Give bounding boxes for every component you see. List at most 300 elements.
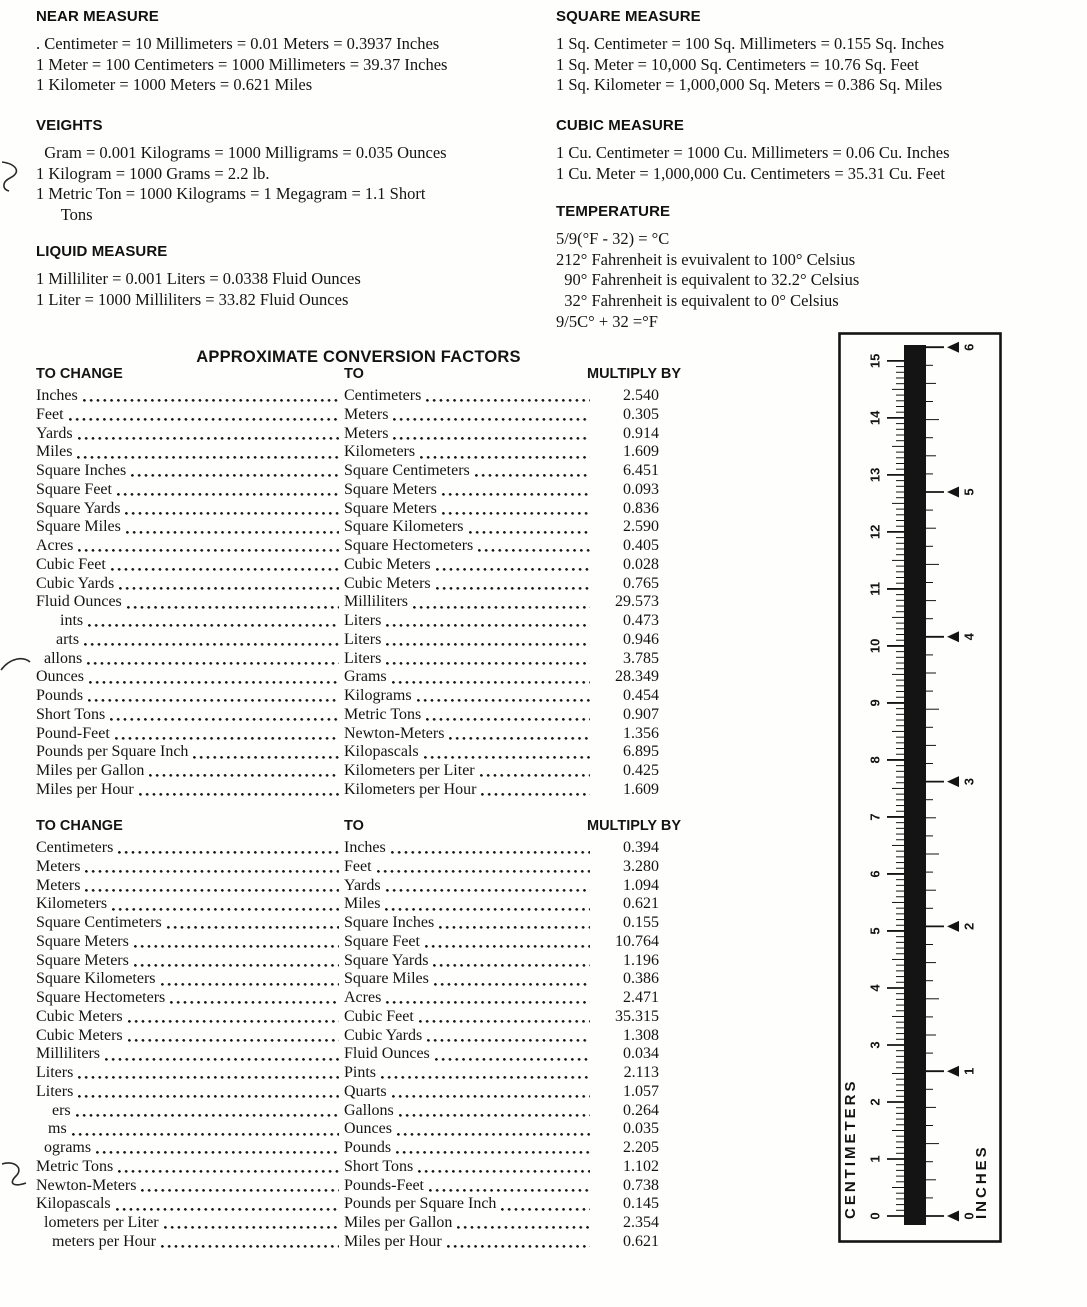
from-unit: Cubic Feet <box>36 555 106 573</box>
dot-leader <box>496 1195 595 1214</box>
from-unit: Newton-Meters <box>36 1176 137 1194</box>
from-unit: Square Centimeters <box>36 914 162 931</box>
conversion-row <box>36 1177 659 1196</box>
to-unit: Meters <box>344 424 389 442</box>
from-unit: arts <box>36 630 80 648</box>
from-unit: ers <box>36 1101 71 1119</box>
to-unit: Metric Tons <box>344 705 422 723</box>
dot-leader <box>159 1214 344 1233</box>
svg-text:8: 8 <box>867 756 883 764</box>
dot-leader <box>78 387 344 406</box>
to-unit: Centimeters <box>344 387 422 404</box>
conversion-table-metric-to-us <box>36 818 681 1252</box>
text-line: 90° Fahrenheit is equivalent to 32.2° Celsius <box>556 270 860 290</box>
to-unit: Pounds <box>344 1139 392 1156</box>
svg-text:14: 14 <box>867 410 883 426</box>
conversion-row <box>36 443 659 462</box>
dot-leader <box>156 970 344 989</box>
dot-leader <box>376 1064 595 1083</box>
dot-leader <box>381 650 595 669</box>
svg-text:10: 10 <box>867 638 883 654</box>
text-line: 1 Liter = 1000 Milliliters = 33.82 Fluid Ounces <box>36 289 349 309</box>
col-header-multiply-by: MULTIPLY BY <box>587 366 681 382</box>
dot-leader <box>71 1102 344 1121</box>
from-unit: Square Hectometers <box>36 989 166 1006</box>
conversion-row <box>36 668 659 687</box>
from-unit: Liters <box>36 1082 74 1100</box>
from-unit: Kilometers <box>36 895 108 913</box>
svg-text:1: 1 <box>961 1067 977 1075</box>
dot-leader <box>419 743 595 762</box>
dot-leader <box>72 443 344 462</box>
svg-text:13: 13 <box>867 467 883 483</box>
dot-leader <box>434 914 595 933</box>
from-unit: Square Inches <box>36 462 127 479</box>
multiply-factor: 3.785 <box>623 649 659 667</box>
dot-leader <box>107 895 344 914</box>
liquid-measure-lines <box>36 269 544 310</box>
dot-leader <box>387 1083 595 1102</box>
to-unit: Square Centimeters <box>344 462 470 479</box>
to-unit: Cubic Feet <box>344 1007 414 1025</box>
conversion-row <box>36 914 659 933</box>
dot-leader <box>105 706 344 725</box>
conversion-row <box>36 933 659 952</box>
to-unit: Yards <box>344 876 381 894</box>
from-unit: Square Miles <box>36 518 121 536</box>
conversion-row <box>36 1064 659 1083</box>
conversion-row <box>36 687 659 706</box>
svg-text:0: 0 <box>961 1212 977 1220</box>
dot-leader <box>123 1008 344 1027</box>
section-title-square-measure: SQUARE MEASURE <box>556 8 701 25</box>
from-unit: meters per Hour <box>36 1232 156 1250</box>
section-liquid-measure <box>36 243 544 310</box>
dot-leader <box>64 406 344 425</box>
conversion-row <box>36 858 659 877</box>
dot-leader <box>73 537 344 556</box>
col-header-to-change: TO CHANGE <box>36 818 123 834</box>
dot-leader <box>386 839 595 858</box>
dot-leader <box>73 1064 344 1083</box>
text-line: Gram = 0.001 Kilograms = 1000 Milligrams = 0.035 Ounces <box>36 143 447 162</box>
dot-leader <box>381 877 595 896</box>
dot-leader <box>83 612 344 631</box>
to-unit: Pounds per Square Inch <box>344 1195 497 1213</box>
text-line: 212° Fahrenheit is evuivalent to 100° Celsius <box>556 249 856 269</box>
multiply-factor: 2.113 <box>623 1064 659 1081</box>
dot-leader <box>420 933 595 952</box>
svg-text:2: 2 <box>867 1098 883 1106</box>
dot-leader <box>391 1139 595 1158</box>
from-unit: Pounds per Square Inch <box>36 743 189 761</box>
from-unit: Meters <box>36 876 81 894</box>
svg-text:3: 3 <box>867 1041 883 1049</box>
to-unit: Square Meters <box>344 480 437 498</box>
to-unit: Square Feet <box>344 932 420 950</box>
dot-leader <box>110 725 344 744</box>
multiply-factor: 1.609 <box>623 443 659 461</box>
conversion-row <box>36 1083 659 1102</box>
from-unit: Meters <box>36 857 81 875</box>
svg-text:6: 6 <box>867 870 883 878</box>
multiply-factor: 6.895 <box>623 743 659 761</box>
dot-leader <box>442 1233 595 1252</box>
dot-leader <box>452 1214 595 1233</box>
multiply-factor: 0.034 <box>623 1045 659 1063</box>
dot-leader <box>79 631 344 650</box>
conversion-row <box>36 1120 659 1139</box>
dot-leader <box>464 518 595 537</box>
multiply-factor: 1.609 <box>623 780 659 798</box>
to-unit: Kilometers per Hour <box>344 780 477 798</box>
svg-text:4: 4 <box>961 633 977 641</box>
section-title-weights: VEIGHTS <box>36 117 103 134</box>
col-header-multiply-by: MULTIPLY BY <box>587 818 681 834</box>
text-line: 1 Sq. Kilometer = 1,000,000 Sq. Meters = 0.386 Sq. Miles <box>556 75 943 95</box>
to-unit: Kilometers per Liter <box>344 762 475 779</box>
conversion-row <box>36 500 659 519</box>
from-unit: Fluid Ounces <box>36 593 122 611</box>
dot-leader <box>431 556 595 575</box>
table-body <box>36 387 659 800</box>
multiply-factor: 0.035 <box>623 1120 659 1138</box>
dot-leader <box>473 537 595 556</box>
multiply-factor: 2.540 <box>623 387 659 404</box>
to-unit: Kilopascals <box>344 743 419 761</box>
section-title-temperature: TEMPERATURE <box>556 203 671 220</box>
dot-leader <box>84 668 344 687</box>
from-unit: Cubic Meters <box>36 1007 123 1025</box>
text-line: 1 Milliliter = 0.001 Liters = 0.0338 Fluid Ounces <box>36 269 361 288</box>
to-unit: Ounces <box>344 1120 392 1138</box>
conversion-row <box>36 952 659 971</box>
multiply-factor: 3.280 <box>623 857 659 875</box>
text-line: 1 Meter = 100 Centimeters = 1000 Millimeters = 39.37 Inches <box>36 54 448 74</box>
dot-leader <box>112 481 344 500</box>
to-unit: Miles per Gallon <box>344 1214 453 1231</box>
to-unit: Miles per Hour <box>344 1232 442 1250</box>
text-line: 1 Cu. Centimeter = 1000 Cu. Millimeters = 0.06 Cu. Inches <box>556 143 950 162</box>
conversion-row <box>36 1214 659 1233</box>
multiply-factor: 1.094 <box>623 876 659 894</box>
conversion-row <box>36 537 659 556</box>
dot-leader <box>113 839 344 858</box>
col-header-to: TO <box>344 366 364 382</box>
multiply-factor: 1.356 <box>623 724 659 742</box>
dot-leader <box>372 858 595 877</box>
dot-leader <box>123 1027 344 1046</box>
multiply-factor: 0.454 <box>623 687 659 704</box>
from-unit: Yards <box>36 424 73 442</box>
svg-text:2: 2 <box>961 922 977 931</box>
from-unit: allons <box>36 649 83 667</box>
conversion-row <box>36 895 659 914</box>
to-unit: Pints <box>344 1064 377 1081</box>
conversion-row <box>36 1195 659 1214</box>
dot-leader <box>381 612 595 631</box>
to-unit: Square Inches <box>344 914 435 931</box>
text-line: 1 Sq. Centimeter = 100 Sq. Millimeters = 0.155 Sq. Inches <box>556 34 944 53</box>
conversion-row <box>36 725 659 744</box>
from-unit: lometers per Liter <box>36 1214 159 1231</box>
dot-leader <box>136 1177 344 1196</box>
dot-leader <box>162 914 344 933</box>
to-unit: Cubic Meters <box>344 574 431 592</box>
multiply-factor: 1.057 <box>623 1082 659 1100</box>
scan-artifact-icon <box>0 1158 28 1188</box>
from-unit: Liters <box>36 1064 74 1081</box>
svg-text:3: 3 <box>961 777 977 786</box>
text-line: 1 Kilometer = 1000 Meters = 0.621 Miles <box>36 75 313 95</box>
to-unit: Miles <box>344 895 381 913</box>
conversion-row <box>36 387 659 406</box>
multiply-factor: 0.145 <box>623 1195 659 1213</box>
dot-leader <box>144 762 344 781</box>
dot-leader <box>188 743 344 762</box>
svg-text:5: 5 <box>867 927 883 935</box>
conversion-row <box>36 556 659 575</box>
dot-leader <box>129 952 344 971</box>
svg-text:0: 0 <box>867 1212 883 1220</box>
dot-leader <box>475 762 595 781</box>
dot-leader <box>80 877 344 896</box>
from-unit: Pound-Feet <box>36 724 110 742</box>
multiply-factor: 0.836 <box>623 499 659 517</box>
conversion-table-us-to-metric <box>36 366 681 800</box>
from-unit: Miles per Gallon <box>36 762 145 779</box>
conversion-row <box>36 425 659 444</box>
to-unit: Quarts <box>344 1082 387 1100</box>
from-unit: Short Tons <box>36 705 106 723</box>
from-unit: Ounces <box>36 668 84 686</box>
dot-leader <box>134 781 344 800</box>
dot-leader <box>165 989 344 1008</box>
conversion-row <box>36 481 659 500</box>
dot-leader <box>80 858 344 877</box>
conversion-row <box>36 518 659 537</box>
multiply-factor: 0.028 <box>623 555 659 573</box>
text-line: 9/5C° + 32 =°F <box>556 311 658 331</box>
dot-leader <box>91 1139 344 1158</box>
from-unit: Miles per Hour <box>36 780 134 798</box>
text-line: 5/9(°F - 32) = °C <box>556 229 670 248</box>
to-unit: Square Kilometers <box>344 518 464 536</box>
multiply-factor: 1.196 <box>623 951 659 969</box>
conversion-row <box>36 743 659 762</box>
conversion-row <box>36 575 659 594</box>
multiply-factor: 0.946 <box>623 630 659 648</box>
multiply-factor: 2.354 <box>623 1214 659 1231</box>
multiply-factor: 0.473 <box>623 612 659 629</box>
from-unit: ograms <box>36 1139 92 1156</box>
weights-lines <box>36 143 544 226</box>
dot-leader <box>106 556 344 575</box>
dot-leader <box>422 1027 595 1046</box>
section-title-liquid-measure: LIQUID MEASURE <box>36 243 168 260</box>
to-unit: Gallons <box>344 1101 394 1119</box>
col-header-to: TO <box>344 818 364 834</box>
dot-leader <box>83 687 344 706</box>
text-line: Tons <box>36 205 93 225</box>
from-unit: Kilopascals <box>36 1195 111 1213</box>
dot-leader <box>431 575 595 594</box>
section-cubic-measure <box>556 117 1056 184</box>
text-line: 32° Fahrenheit is equivalent to 0° Celsius <box>556 291 839 311</box>
svg-text:1: 1 <box>867 1155 883 1163</box>
text-line: 1 Kilogram = 1000 Grams = 2.2 lb. <box>36 163 270 183</box>
to-unit: Kilometers <box>344 443 416 461</box>
to-unit: Cubic Yards <box>344 1026 423 1044</box>
text-line: 1 Sq. Meter = 10,000 Sq. Centimeters = 10.76 Sq. Feet <box>556 54 919 74</box>
to-unit: Square Meters <box>344 499 437 517</box>
multiply-factor: 2.471 <box>623 989 659 1006</box>
conversion-row <box>36 989 659 1008</box>
conversion-row <box>36 631 659 650</box>
multiply-factor: 0.386 <box>623 970 659 988</box>
from-unit: Square Meters <box>36 951 129 969</box>
dot-leader <box>381 989 595 1008</box>
to-unit: Square Miles <box>344 970 429 988</box>
dot-leader <box>437 481 595 500</box>
from-unit: Metric Tons <box>36 1157 114 1175</box>
multiply-factor: 0.425 <box>623 762 659 779</box>
section-temperature <box>556 203 1056 333</box>
conversion-row <box>36 1027 659 1046</box>
conversion-row <box>36 762 659 781</box>
section-title-cubic-measure: CUBIC MEASURE <box>556 117 684 134</box>
multiply-factor: 1.308 <box>623 1026 659 1044</box>
conversion-row <box>36 650 659 669</box>
dot-leader <box>380 895 595 914</box>
multiply-factor: 0.621 <box>623 1232 659 1250</box>
table-header-row <box>36 818 681 834</box>
to-unit: Feet <box>344 857 372 875</box>
dot-leader <box>381 631 595 650</box>
dot-leader <box>413 1158 595 1177</box>
svg-text:11: 11 <box>867 582 883 596</box>
dot-leader <box>428 952 595 971</box>
dot-leader <box>387 668 595 687</box>
to-unit: Pounds-Feet <box>344 1176 424 1194</box>
to-unit: Liters <box>344 630 382 648</box>
conversion-row <box>36 970 659 989</box>
conversion-row <box>36 406 659 425</box>
dot-leader <box>100 1045 344 1064</box>
dot-leader <box>113 1158 344 1177</box>
dot-leader <box>392 1120 595 1139</box>
multiply-factor: 0.738 <box>623 1176 659 1194</box>
to-unit: Short Tons <box>344 1157 414 1175</box>
from-unit: Centimeters <box>36 839 114 856</box>
to-unit: Liters <box>344 649 382 667</box>
square-measure-lines <box>556 34 1056 96</box>
section-weights <box>36 117 544 226</box>
dot-leader <box>122 593 344 612</box>
conversion-row <box>36 877 659 896</box>
from-unit: Miles <box>36 443 73 461</box>
dot-leader <box>111 1195 344 1214</box>
conversion-row <box>36 1233 659 1252</box>
svg-text:12: 12 <box>867 524 883 540</box>
to-unit: Grams <box>344 668 387 686</box>
dot-leader <box>67 1120 344 1139</box>
multiply-factor: 0.155 <box>623 914 659 931</box>
conversion-row <box>36 1045 659 1064</box>
dot-leader <box>120 500 344 519</box>
text-line: 1 Cu. Meter = 1,000,000 Cu. Centimeters = 35.31 Cu. Feet <box>556 163 945 183</box>
from-unit: Square Yards <box>36 499 121 517</box>
scan-artifact-icon <box>0 158 26 194</box>
svg-text:4: 4 <box>867 984 883 992</box>
table-body <box>36 839 659 1252</box>
scan-artifact-icon <box>0 650 32 676</box>
dot-leader <box>421 387 595 406</box>
from-unit: Milliliters <box>36 1045 100 1063</box>
ruler-svg <box>838 332 1002 1243</box>
temperature-lines <box>556 229 1056 333</box>
conversion-row <box>36 1158 659 1177</box>
text-line: . Centimeter = 10 Millimeters = 0.01 Meters = 0.3937 Inches <box>36 34 440 53</box>
svg-text:5: 5 <box>961 488 977 496</box>
section-square-measure <box>556 8 1056 96</box>
conversion-row <box>36 462 659 481</box>
multiply-factor: 28.349 <box>615 668 659 686</box>
from-unit: Cubic Yards <box>36 574 115 592</box>
text-line: 1 Metric Ton = 1000 Kilograms = 1 Megagram = 1.1 Short <box>36 184 426 204</box>
multiply-factor: 0.264 <box>623 1101 659 1119</box>
dot-leader <box>82 650 344 669</box>
to-unit: Liters <box>344 612 382 629</box>
linear-measure-lines <box>36 34 544 96</box>
dot-leader <box>126 462 344 481</box>
conversion-row <box>36 1008 659 1027</box>
to-unit: Inches <box>344 839 386 856</box>
multiply-factor: 10.764 <box>615 932 659 950</box>
dot-leader <box>129 933 344 952</box>
from-unit: Acres <box>36 537 74 554</box>
dot-leader <box>429 970 595 989</box>
from-unit: Inches <box>36 387 78 404</box>
to-unit: Newton-Meters <box>344 724 445 742</box>
dot-leader <box>73 425 344 444</box>
dot-leader <box>73 1083 344 1102</box>
conversion-row <box>36 593 659 612</box>
from-unit: Cubic Meters <box>36 1026 123 1044</box>
multiply-factor: 1.102 <box>623 1157 659 1175</box>
conversion-row <box>36 1102 659 1121</box>
multiply-factor: 0.621 <box>623 895 659 913</box>
dot-leader <box>476 781 595 800</box>
to-unit: Fluid Ounces <box>344 1045 430 1063</box>
dot-leader <box>388 425 595 444</box>
multiply-factor: 2.205 <box>623 1139 659 1156</box>
from-unit: Pounds <box>36 687 84 704</box>
multiply-factor: 35.315 <box>615 1007 659 1025</box>
to-unit: Acres <box>344 989 382 1006</box>
dot-leader <box>388 406 595 425</box>
dot-leader <box>394 1102 595 1121</box>
dot-leader <box>444 725 595 744</box>
section-title-linear-measure: NEAR MEASURE <box>36 8 159 25</box>
from-unit: ms <box>36 1120 67 1138</box>
svg-text:INCHES: INCHES <box>973 1144 990 1219</box>
multiply-factor: 2.590 <box>623 518 659 536</box>
dot-leader <box>470 462 595 481</box>
multiply-factor: 0.907 <box>623 705 659 723</box>
multiply-factor: 0.765 <box>623 574 659 592</box>
conversion-row <box>36 612 659 631</box>
